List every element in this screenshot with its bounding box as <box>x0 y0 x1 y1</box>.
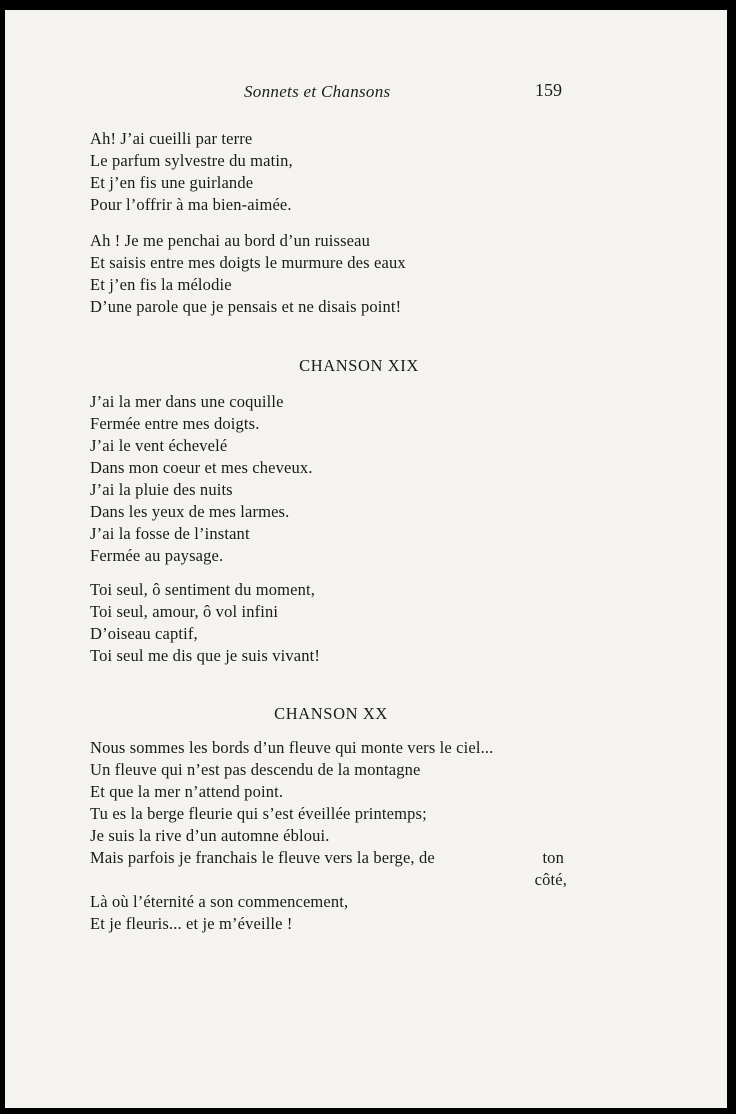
verse-line: Ah ! Je me penchai au bord d’un ruisseau <box>90 231 370 250</box>
verse-line: Le parfum sylvestre du matin, <box>90 151 293 170</box>
stanza-1 <box>90 128 590 216</box>
verse-line: Fermée entre mes doigts. <box>90 414 260 433</box>
verse-line: Je suis la rive d’un automne ébloui. <box>90 826 330 845</box>
page-number: 159 <box>535 80 562 100</box>
verse-line: J’ai la pluie des nuits <box>90 480 233 499</box>
verse-line: D’une parole que je pensais et ne disais point! <box>90 297 402 316</box>
verse-line: Là où l’éternité a son commencement, <box>90 892 349 911</box>
verse-line: J’ai la mer dans une coquille <box>90 392 284 411</box>
verse-line: Et que la mer n’attend point. <box>90 782 284 801</box>
verse-line: J’ai le vent échevelé <box>90 436 228 455</box>
verse-line: Toi seul, amour, ô vol infini <box>90 602 279 621</box>
verse-line: Toi seul, ô sentiment du moment, <box>90 580 315 599</box>
verse-line: Ah! J’ai cueilli par terre <box>90 129 253 148</box>
verse-line: D’oiseau captif, <box>90 624 198 643</box>
verse-line: Pour l’offrir à ma bien-aimée. <box>90 195 292 214</box>
verse-line-justified <box>90 847 564 869</box>
verse-line-right: ton <box>542 848 564 867</box>
verse-line: Tu es la berge fleurie qui s’est éveillée printemps; <box>90 804 427 823</box>
running-title: Sonnets et Chansons <box>244 82 391 101</box>
verse-line: Et j’en fis une guirlande <box>90 173 254 192</box>
verse-line: Dans mon coeur et mes cheveux. <box>90 458 313 477</box>
verse-line: Et j’en fis la mélodie <box>90 275 232 294</box>
chanson-xix-stanza-2 <box>90 579 590 667</box>
verse-line: Nous sommes les bords d’un fleuve qui monte vers le ciel... <box>90 738 494 757</box>
chanson-xx-heading: CHANSON XX <box>274 704 388 723</box>
verse-line-left: Mais parfois je franchais le fleuve vers la berge, de <box>90 848 435 867</box>
verse-line: Un fleuve qui n’est pas descendu de la montagne <box>90 760 421 779</box>
verse-line: Et saisis entre mes doigts le murmure des eaux <box>90 253 406 272</box>
verse-line: Dans les yeux de mes larmes. <box>90 502 290 521</box>
verse-overflow-word: côté, <box>534 870 567 889</box>
chanson-xix-stanza-1 <box>90 391 590 567</box>
stanza-2 <box>90 230 590 318</box>
chanson-xx-stanza <box>90 737 590 935</box>
verse-line: Toi seul me dis que je suis vivant! <box>90 646 321 665</box>
verse-line: Fermée au paysage. <box>90 546 224 565</box>
chanson-xix-heading: CHANSON XIX <box>299 356 419 375</box>
verse-line: J’ai la fosse de l’instant <box>90 524 250 543</box>
verse-line: Et je fleuris... et je m’éveille ! <box>90 914 293 933</box>
book-page <box>5 10 727 1108</box>
